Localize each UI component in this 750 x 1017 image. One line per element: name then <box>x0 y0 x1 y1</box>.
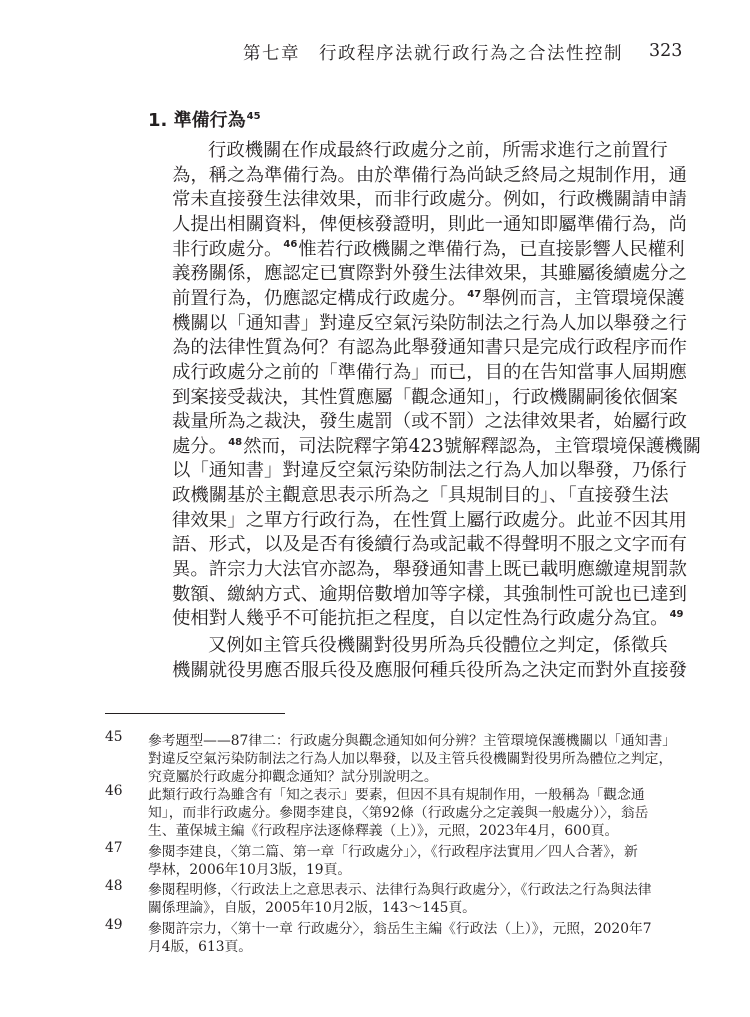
footnote-text: 知」，而非行政處分。參閱李建良，〈第92條（行政處分之定義與一般處分）〉，翁岳 <box>148 804 649 821</box>
body-text-run: 成行政處分之前的「準備行為」而已，目的在告知當事人屆期應 <box>172 361 687 383</box>
footnote-text: 生、董保城主編《行政程序法逐條釋義（上）》，元照，2023年4月，600頁。 <box>148 822 619 839</box>
footnote-number: 45 <box>105 729 123 745</box>
body-text-run: 機關就役男應否服兵役及應服何種兵役所為之決定而對外直接發 <box>172 660 687 681</box>
body-line <box>172 259 687 285</box>
body-line <box>172 481 669 507</box>
body-text-run: 然而，司法院釋字第423號解釋認為，主管環境保護機關 <box>243 435 702 457</box>
body-line <box>172 432 701 458</box>
body-line <box>172 656 687 682</box>
body-text-run: 舉例而言，主管環境保護 <box>482 287 685 309</box>
body-text-run: 惟若行政機關之準備行為，已直接影響人民權利 <box>298 238 685 260</box>
body-line <box>172 358 687 384</box>
body-text-run: 律效果」之單方行政行為，在性質上屬行政處分。此並不因其用 <box>172 509 687 531</box>
body-text-run: 為，稱之為準備行為。由於準備行為尚缺乏終局之規制作用，通 <box>172 164 687 186</box>
body-text-run: 數額、繳納方式、逾期倍數增加等字樣，其強制性可說也已達到 <box>172 583 687 605</box>
section-heading <box>148 106 262 132</box>
body-line <box>172 235 685 261</box>
footnote-number: 46 <box>105 783 123 799</box>
running-header <box>0 40 750 70</box>
body-line <box>172 185 687 211</box>
body-text-run: 處分。 <box>172 435 228 457</box>
body-text-run: 前置行為，仍應認定構成行政處分。 <box>172 287 467 309</box>
body-text-run: 裁量所為之裁決，發生處罰（或不罰）之法律效果者，始屬行政 <box>172 411 687 433</box>
body-text-run: 義務關係，應認定已實際對外發生法律效果，其雖屬後續處分之 <box>172 263 687 285</box>
page-number: 323 <box>649 41 683 61</box>
body-line <box>172 210 687 236</box>
body-line <box>172 407 687 433</box>
body-text-run: 人提出相關資料，俾便核發證明，則此一通知即屬準備行為，尚 <box>172 213 687 235</box>
body-text-run: 常未直接發生法律效果，而非行政處分。例如，行政機關請申請 <box>172 189 687 211</box>
footnote-number: 48 <box>105 878 123 894</box>
body-line <box>172 309 687 335</box>
body-line <box>172 530 687 556</box>
footnote-ref: 45 <box>246 111 261 122</box>
body-line <box>172 161 687 187</box>
body-text-run: 語、形式，以及是否有後續行為或記載不得聲明不服之文字而有 <box>172 534 687 556</box>
footnote-text: 參考題型——87律二：行政處分與觀念通知如何分辨？主管環境保護機關以「通知書」 <box>148 733 677 749</box>
section-heading-text: 1. 準備行為 <box>148 110 246 131</box>
running-title: 第七章 行政程序法就行政行為之合法性控制 <box>243 44 623 64</box>
body-line <box>172 604 684 630</box>
body-text-run: 使相對人幾乎不可能抗拒之程度，自以定性為行政處分為宜。 <box>172 608 669 630</box>
footnote-ref: 49 <box>669 609 684 621</box>
body-text-run: 又例如主管兵役機關對役男所為兵役體位之判定，係徵兵 <box>208 635 668 656</box>
body-line <box>172 555 687 581</box>
body-text-run: 機關以「通知書」對違反空氣污染防制法之行為人加以舉發之行 <box>172 312 687 334</box>
body-text-run: 行政機關在作成最終行政處分之前，所需求進行之前置行 <box>208 140 668 161</box>
footnote-divider <box>105 713 285 714</box>
body-text-run: 到案接受裁決，其性質應屬「觀念通知」，行政機關嗣後依個案 <box>172 386 678 408</box>
footnote-text: 學林，2006年10月3版，19頁。 <box>148 861 352 878</box>
footnote-text: 月4版，613頁。 <box>148 938 253 955</box>
footnote-ref: 48 <box>228 436 243 448</box>
body-text-run: 非行政處分。 <box>172 238 283 260</box>
body-line <box>172 506 687 532</box>
body-line <box>172 383 678 409</box>
footnote-number: 47 <box>105 840 123 856</box>
footnote-text: 關係理論》，自版，2005年10月2版，143～145頁。 <box>148 899 476 916</box>
body-text-run: 異。許宗力大法官亦認為，舉發通知書上既已載明應繳違規罰款 <box>172 559 687 581</box>
body-line <box>172 580 687 606</box>
body-line <box>172 456 687 482</box>
footnote-text: 對違反空氣污染防制法之行為人加以舉發，以及主管兵役機關對役男所為體位之判定， <box>148 750 673 767</box>
footnote-number: 49 <box>105 917 123 933</box>
footnote-text: 參閱程明修，〈行政法上之意思表示、法律行為與行政處分〉，《行政法之行為與法律 <box>148 882 652 898</box>
footnote-ref: 46 <box>283 239 298 251</box>
footnote-text: 參閱許宗力，〈第十一章 行政處分〉，翁岳生主編《行政法（上）》，元照，2020年7 <box>148 921 652 937</box>
footnote-ref: 47 <box>467 288 482 300</box>
body-line <box>208 136 668 162</box>
body-text-run: 以「通知書」對違反空氣污染防制法之行為人加以舉發，乃係行 <box>172 460 687 482</box>
footnote-text: 參閱李建良，〈第二篇、第一章「行政處分」〉，《行政程序法實用／四人合著》，新 <box>148 844 638 860</box>
footnote-text: 此類行政行為雖含有「知之表示」要素，但因不具有規制作用，一般稱為「觀念通 <box>148 787 645 803</box>
body-line <box>172 333 687 359</box>
body-line <box>208 631 668 657</box>
body-text-run: 為的法律性質為何？有認為此舉發通知書只是完成行政程序而作 <box>172 337 687 359</box>
footnote-text: 究竟屬於行政處分抑觀念通知？試分別說明之。 <box>148 768 438 785</box>
body-line <box>172 284 685 310</box>
body-text-run: 政機關基於主觀意思表示所為之「具規制目的」、「直接發生法 <box>172 485 669 507</box>
